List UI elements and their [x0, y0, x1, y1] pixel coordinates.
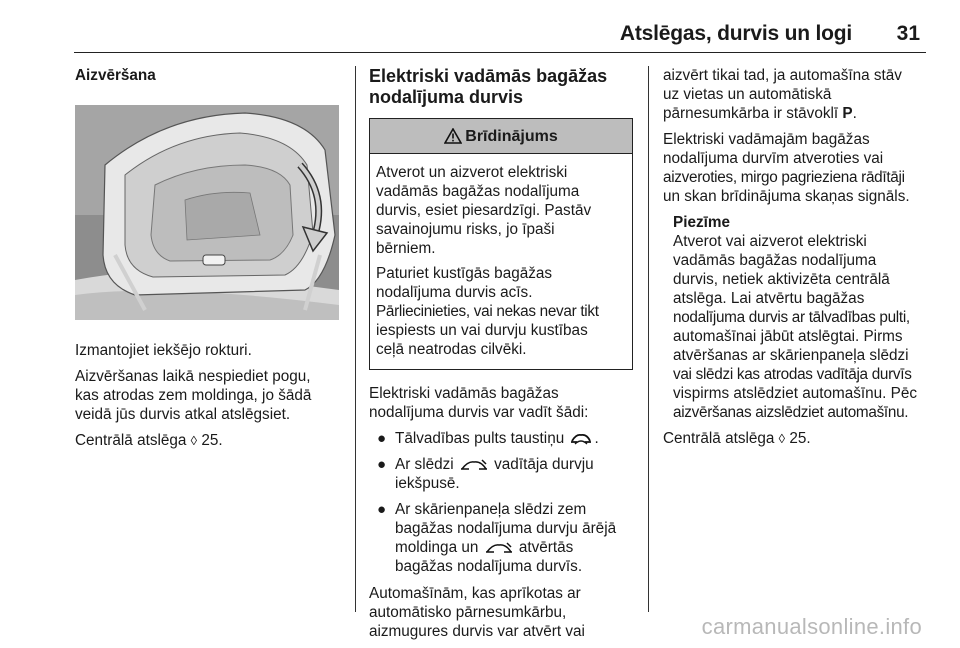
instruction-paragraph-1: Izmantojiet iekšējo rokturi.: [75, 342, 252, 359]
page-reference-arrow-icon: ◊: [190, 433, 198, 448]
reference-page-link[interactable]: 25.: [201, 432, 223, 449]
page-number: 31: [896, 22, 920, 45]
list-item: ● Ar slēdzi vadītāja durvju iekšpusē.: [377, 456, 594, 492]
page-reference-arrow-icon: ◊: [778, 431, 786, 446]
column-1: [75, 66, 345, 457]
watermark: carmanualsonline.info: [701, 614, 922, 639]
warning-title: Brīdinājums: [465, 127, 558, 145]
instruction-paragraph-2: Aizvēršanas laikā nespiediet pogu, kas atrodas zem moldinga, jo šādā veidā jūs durvis atkal atslēgsiet.: [75, 368, 312, 423]
warning-triangle-icon: [444, 128, 462, 144]
section-heading-power-liftgate: Elektriski vadāmās bagāžas nodalījuma durvis: [369, 66, 608, 107]
remote-liftgate-key-icon: [570, 432, 592, 446]
column-divider-1: [355, 66, 356, 612]
note-block: [663, 213, 929, 422]
page-header-title: Atslēgas, durvis un logi: [619, 22, 852, 45]
operation-methods-list: [369, 429, 633, 576]
column-3: [663, 66, 929, 455]
column-2: [369, 66, 633, 648]
warning-box: [369, 118, 633, 370]
column-divider-2: [648, 66, 649, 612]
warning-header: [370, 119, 632, 154]
list-item: ● Ar skārienpaneļa slēdzi zem bagāžas nodalījuma durvju ārējā moldinga un atvērtās bagāžas nodalījuma durvīs.: [377, 501, 617, 575]
automatic-transmission-paragraph: Automašīnām, kas aprīkotas ar automātisko pārnesumkārbu, aizmugures durvis var atvērt vai: [369, 585, 585, 640]
liftgate-switch-icon: [485, 541, 513, 555]
warning-body: [370, 154, 632, 369]
warning-paragraph-2: Paturiet kustīgās bagāžas nodalījuma durvis acīs. Pārliecinieties, vai nekas nevar tikt iespiests un vai durvju kustības ceļā neatrodas cilvēki.: [376, 265, 599, 358]
signal-paragraph: Elektriski vadāmajām bagāžas nodalījuma durvīm atveroties vai aizveroties, mirgo pagrieziena rādītāji un skan brīdinājuma skaņas signāls.: [663, 131, 910, 205]
gear-position-label: P: [842, 105, 853, 122]
liftgate-switch-icon: [460, 458, 488, 472]
note-title: Piezīme: [673, 214, 730, 231]
section-heading-closing: Aizvēršana: [75, 67, 156, 84]
list-item: ● Tālvadības pults taustiņu .: [377, 430, 599, 447]
reference-page-link[interactable]: 25.: [789, 430, 811, 447]
warning-paragraph-1: Atverot un aizverot elektriski vadāmās bagāžas nodalījuma durvis, esiet piesardzīgi. Pastāv savainojumu risks, jo īpaši bērniem.: [376, 164, 592, 257]
trunk-lid-illustration: [75, 105, 339, 320]
cross-reference: Centrālā atslēga ◊ 25.: [75, 432, 223, 449]
note-text: Atverot vai aizverot elektriski vadāmās bagāžas nodalījuma durvis, netiek aktivizēta centrālā atslēga. Lai atvērtu bagāžas nodalījuma durvis ar tālvadības pulti, automašīnai jābūt atslēgtai. Pirms atvēršanas ar skārienpaneļa slēdzi vai slēdzi kas atrodas vadītāja durvīs vispirms atslēdziet automašīnu. Pēc aizvēršanas aizslēdziet automašīnu.: [673, 233, 918, 421]
header-rule: [74, 52, 926, 53]
continuation-paragraph: aizvērt tikai tad, ja automašīna stāv uz vietas un automātiskā pārnesumkārba ir stāvoklī P.: [663, 67, 902, 122]
operation-intro: Elektriski vadāmās bagāžas nodalījuma durvis var vadīt šādi:: [369, 385, 589, 421]
cross-reference: Centrālā atslēga ◊ 25.: [663, 430, 811, 447]
